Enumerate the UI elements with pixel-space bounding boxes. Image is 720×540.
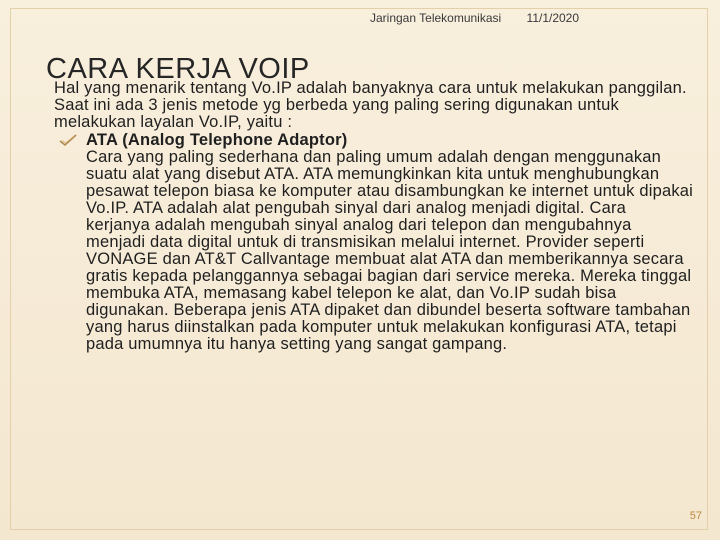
- course-name: Jaringan Telekomunikasi: [370, 11, 502, 25]
- intro-paragraph: Hal yang menarik tentang Vo.IP adalah banyaknya cara untuk melakukan panggilan. Saat ini ada 3 jenis metode yg berbeda yang paling sering digunakan untuk melakukan layalan Vo.IP, yaitu :: [54, 79, 687, 131]
- slide-content: [54, 80, 694, 353]
- checkmark-icon: [59, 133, 77, 147]
- bullet-item: [86, 132, 694, 353]
- slide-header: [370, 11, 579, 25]
- bullet-title: ATA (Analog Telephone Adaptor): [86, 131, 348, 149]
- slide-date: 11/1/2020: [526, 11, 580, 25]
- bullet-body: Cara yang paling sederhana dan paling umum adalah dengan menggunakan suatu alat yang disebut ATA. ATA memungkinkan kita untuk menghubungkan pesawat telepon biasa ke komputer atau disambungkan ke internet untuk dipakai Vo.IP. ATA adalah alat pengubah sinyal dari analog menjadi digital. Cara kerjanya adalah mengubah sinyal analog dari telepon dan mengubahnya menjadi data digital untuk di transmisikan melalui internet. Provider seperti VONAGE dan AT&T Callvantage membuat alat ATA dan memberikannya secara gratis kepada pelanggannya sebagai bagian dari service mereka. Mereka tinggal membuka ATA, memasang kabel telepon ke alat, dan Vo.IP sudah bisa digunakan. Beberapa jenis ATA dipaket dan dibundel beserta software tambahan yang harus diinstalkan pada komputer untuk melakukan konfigurasi ATA, tetapi pada umumnya itu hanya setting yang sangat gampang.: [86, 148, 694, 353]
- slide-title: CARA KERJA VOIP: [46, 53, 310, 86]
- page-number: 57: [689, 510, 702, 522]
